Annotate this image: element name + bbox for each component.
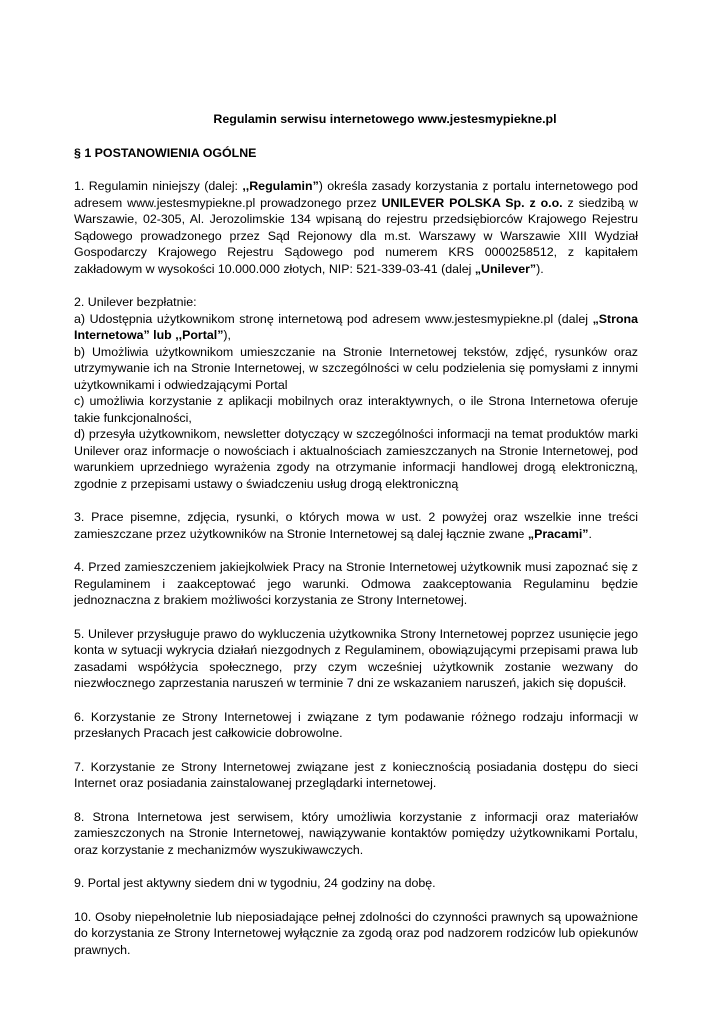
document-body <box>74 111 638 975</box>
p1-text: 1. Regulamin niniejszy (dalej: <box>74 179 243 193</box>
p2-item-d: d) przesyła użytkownikom, newsletter dotyczący w szczególności informacji na temat produktów marki Unilever oraz informacje o nowościach i aktualnościach zamieszczanych na Stronie Internetowej, pod warunkiem uprzedniego wyrażenia zgody na otrzymanie informacji handlowej drogą elektroniczną, zgodnie z przepisami ustawy o świadczeniu usług drogą elektroniczną <box>74 427 638 491</box>
p1-text: z siedzibą w Warszawie, 02-305, Al. Jerozolimskie 134 wpisaną do rejestru przedsiębiorców Krajowego Rejestru Sądowego prowadzonego przez Sąd Rejonowy dla m.st. Warszawy w Warszawie XIII Wydział Gospodarczy Krajowego Rejestru Sądowego pod numerem KRS 0000258512, z kapitałem zakładowym w wysokości 10.000.000 złotych, NIP: 521-339-03-41 (dalej <box>74 195 639 276</box>
paragraph-6: 6. Korzystanie ze Strony Internetowej i związane z tym podawanie różnego rodzaju informacji w przesłanych Pracach jest całkowicie dobrowolne. <box>74 709 638 740</box>
p2-item-a-text: a) Udostępnia użytkownikom stronę internetową pod adresem www.jestesmypiekne.pl (dalej <box>74 311 593 326</box>
p1-text: ) określa zasady korzystania z portalu internetowego pod adresem www.jestesmypiekne.pl prowadzonego przez <box>74 179 638 210</box>
section-heading: § 1 POSTANOWIENIA OGÓLNE <box>74 145 257 160</box>
p2-item-b: b) Umożliwia użytkownikom umieszczanie na Stronie Internetowej tekstów, zdjęć, rysunków oraz utrzymywanie ich na Stronie Internetowej, w szczególności w celu podzielenia się pomysłami z innymi użytkownikami i odwiedzającymi Portal <box>74 344 638 392</box>
p1-term-unilever: „Unilever” <box>474 261 537 276</box>
document-title: Regulamin serwisu internetowego www.jestesmypiekne.pl <box>213 112 557 126</box>
paragraph-7: 7. Korzystanie ze Strony Internetowej związane jest z koniecznością posiadania dostępu do sieci Internet oraz posiadania zainstalowanej przeglądarki internetowej. <box>74 759 638 790</box>
p1-company-name: UNILEVER POLSKA Sp. z o.o. <box>381 195 563 210</box>
paragraph-8: 8. Strona Internetowa jest serwisem, który umożliwia korzystanie z informacji oraz materiałów zamieszczonych na Stronie Internetowej, nawiązywanie kontaktów pomiędzy użytkownikami Portalu, oraz korzystanie z mechanizmów wyszukiwawczych. <box>74 809 638 857</box>
paragraph-4: 4. Przed zamieszczeniem jakiejkolwiek Pracy na Stronie Internetowej użytkownik musi zapoznać się z Regulaminem i zaakceptować jego warunki. Odmowa zaakceptowania Regulaminu będzie jednoznaczna z brakiem możliwości korzystania ze Strony Internetowej. <box>74 560 638 607</box>
paragraph-5: 5. Unilever przysługuje prawo do wykluczenia użytkownika Strony Internetowej poprzez usunięcie jego konta w sytuacji wykrycia działań niezgodnych z Regulaminem, obowiązującymi przepisami prawa lub zasadami współżycia społecznego, przy czym wcześniej użytkownik zostanie wezwany do niezwłocznego zaprzestania naruszeń w terminie 7 dni ze wskazaniem naruszeń, jakich się dopuścił. <box>74 626 638 690</box>
p2-intro: 2. Unilever bezpłatnie: <box>74 295 197 309</box>
p2-item-a <box>74 311 638 344</box>
p2-term-strona: „Strona Internetowa” lub ,,Portal” <box>74 311 638 342</box>
p1-term-regulamin: ,,Regulamin” <box>242 179 319 193</box>
paragraph-9: 9. Portal jest aktywny siedem dni w tygodniu, 24 godziny na dobę. <box>74 876 436 890</box>
p3-end: . <box>588 526 592 541</box>
paragraph-1 <box>74 178 638 277</box>
paragraph-2 <box>74 294 638 492</box>
p2-item-c: c) umożliwia korzystanie z aplikacji mobilnych oraz interaktywnych, o ile Strona Internetowa oferuje takie funkcjonalności, <box>74 394 638 425</box>
paragraph-10: 10. Osoby niepełnoletnie lub nieposiadające pełnej zdolności do czynności prawnych są upoważnione do korzystania ze Strony Internetowej wyłącznie za zgodą oraz pod nadzorem rodziców lub opiekunów prawnych. <box>74 909 638 957</box>
p3-text: 3. Prace pisemne, zdjęcia, rysunki, o których mowa w ust. 2 powyżej oraz wszelkie inne treści zamieszczane przez użytkowników na Stronie Internetowej są dalej łącznie zwane <box>74 510 638 541</box>
p1-text: ). <box>536 261 544 276</box>
p2-item-a-end: ), <box>223 328 231 342</box>
p3-term-pracami: „Pracami” <box>527 526 589 541</box>
paragraph-3 <box>74 509 638 542</box>
